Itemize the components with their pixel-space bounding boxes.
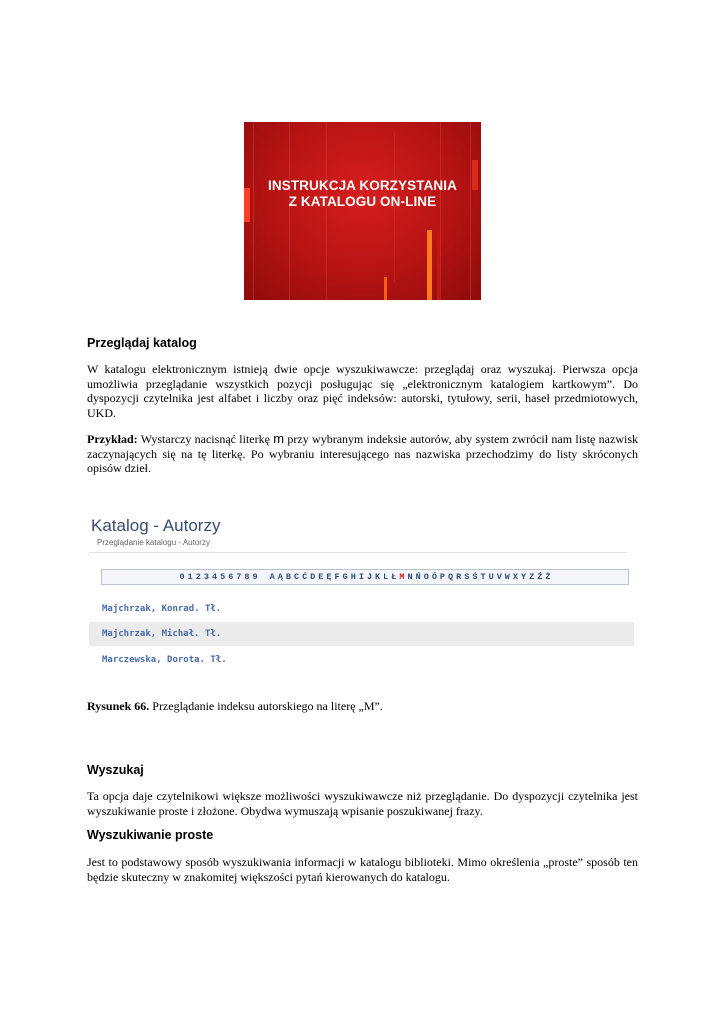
letter-link-N[interactable]: N — [407, 572, 413, 582]
letter-link-Ź[interactable]: Ź — [537, 572, 543, 582]
author-list-item[interactable]: Marczewska, Dorota. Tł. — [102, 655, 227, 665]
example-label: Przykład: — [87, 432, 138, 446]
letter-link-Ó[interactable]: Ó — [431, 572, 437, 582]
letter-link-Q[interactable]: Q — [448, 572, 454, 582]
digit-link-9[interactable]: 9 — [252, 572, 258, 582]
letter-link-P[interactable]: P — [439, 572, 446, 582]
letter-link-G[interactable]: G — [342, 572, 348, 582]
figure-caption-label: Rysunek 66. — [87, 699, 150, 713]
letter-link-H[interactable]: H — [350, 572, 356, 582]
letter-link-W[interactable]: W — [504, 572, 510, 582]
digit-link-7[interactable]: 7 — [236, 572, 242, 582]
catalog-screen-title: Katalog - Autorzy — [91, 516, 221, 535]
paragraph-browse-intro: W katalogu elektronicznym istnieją dwie opcje wyszukiwawcze: przeglądaj oraz wyszukaj. Pierwsza opcja umożliwia przeglądanie wszystkich pozycji posługując się „elektronicznym katalogiem kartkowym”. Do dyspozycji czytelnika jest alfabet i liczby oraz pięć indeksów: autorski, tytułowy, serii, haseł przedmiotowych, UKD. — [87, 362, 638, 420]
letter-link-C[interactable]: C — [293, 572, 300, 582]
figure-caption — [87, 699, 383, 714]
letter-link-V[interactable]: V — [496, 572, 502, 582]
catalog-screen-breadcrumb: Przeglądanie katalogu - Autorzy — [97, 538, 210, 547]
letter-link-Ć[interactable]: Ć — [302, 572, 308, 582]
digit-link-0[interactable]: 0 — [179, 572, 185, 582]
heading-search: Wyszukaj — [87, 763, 144, 777]
letter-link-B[interactable]: B — [285, 572, 291, 582]
digit-link-6[interactable]: 6 — [228, 572, 234, 582]
letter-link-I[interactable]: I — [358, 572, 364, 582]
banner-title-line-2: Z KATALOGU ON-LINE — [288, 194, 437, 209]
letter-link-M[interactable]: M — [399, 572, 405, 582]
digit-link-3[interactable]: 3 — [203, 572, 209, 582]
digit-link-2[interactable]: 2 — [195, 572, 201, 582]
author-list-item[interactable]: Majchrzak, Michał. Tł. — [89, 622, 634, 646]
letter-link-Z[interactable]: Z — [529, 572, 535, 582]
heading-simple-search: Wyszukiwanie proste — [87, 828, 214, 842]
letter-link-D[interactable]: D — [310, 572, 316, 582]
divider — [89, 552, 627, 553]
letter-link-X[interactable]: X — [512, 572, 519, 582]
paragraph-browse-example — [87, 432, 638, 476]
letter-link-Ż[interactable]: Ż — [545, 572, 551, 582]
digit-link-4[interactable]: 4 — [211, 572, 218, 582]
letter-link-T[interactable]: T — [480, 572, 486, 582]
alphabet-index-bar — [101, 569, 629, 585]
letter-link-S[interactable]: S — [464, 572, 470, 582]
digit-link-8[interactable]: 8 — [244, 572, 250, 582]
letter-link-Ń[interactable]: Ń — [415, 572, 421, 582]
letter-link-Ś[interactable]: Ś — [472, 572, 478, 582]
letter-link-K[interactable]: K — [375, 572, 381, 582]
letter-link-A[interactable]: A — [269, 572, 275, 582]
digit-link-1[interactable]: 1 — [187, 572, 193, 582]
banner-title-line-1: INSTRUKCJA KORZYSTANIA — [268, 178, 457, 193]
paragraph-simple-search: Jest to podstawowy sposób wyszukiwania informacji w katalogu biblioteki. Mimo określenia „proste” sposób ten będzie skuteczny w znakomitej większości pytań kierowanych do katalogu. — [87, 855, 638, 884]
letter-link-Ą[interactable]: Ą — [277, 572, 283, 582]
paragraph-search: Ta opcja daje czytelnikowi większe możliwości wyszukiwawcze niż przeglądanie. Do dyspozycji czytelnika jest wyszukiwanie proste i złożone. Obydwa wymuszają wpisanie poszukiwanej frazy. — [87, 789, 638, 818]
example-text-pre: Wystarczy nacisnąć literkę — [137, 432, 274, 446]
author-list-item[interactable]: Majchrzak, Konrad. Tł. — [102, 604, 222, 614]
letter-link-U[interactable]: U — [488, 572, 494, 582]
letter-link-O[interactable]: O — [423, 572, 429, 582]
letter-link-R[interactable]: R — [456, 572, 462, 582]
letter-link-Ę[interactable]: Ę — [326, 572, 332, 582]
heading-browse: Przeglądaj katalog — [87, 336, 197, 350]
letter-link-L[interactable]: L — [383, 572, 389, 582]
letter-link-F[interactable]: F — [334, 572, 340, 582]
example-letter: m — [273, 431, 285, 446]
catalog-banner-image — [244, 122, 481, 300]
letter-link-Y[interactable]: Y — [521, 572, 527, 582]
example-text-post: przy wybranym indeksie autorów, aby system zwrócił nam listę nazwisk zaczynających się na tę literkę. Po wybraniu interesującego nas nazwiska przechodzimy do listy skróconych opisów dzieł. — [87, 432, 638, 476]
figure-caption-text: Przeglądanie indeksu autorskiego na literę „M”. — [149, 699, 383, 713]
letter-link-E[interactable]: E — [318, 572, 324, 582]
letter-link-J[interactable]: J — [366, 572, 373, 582]
digit-link-5[interactable]: 5 — [220, 572, 226, 582]
catalog-authors-screenshot — [87, 512, 638, 672]
letter-link-Ł[interactable]: Ł — [391, 572, 397, 582]
